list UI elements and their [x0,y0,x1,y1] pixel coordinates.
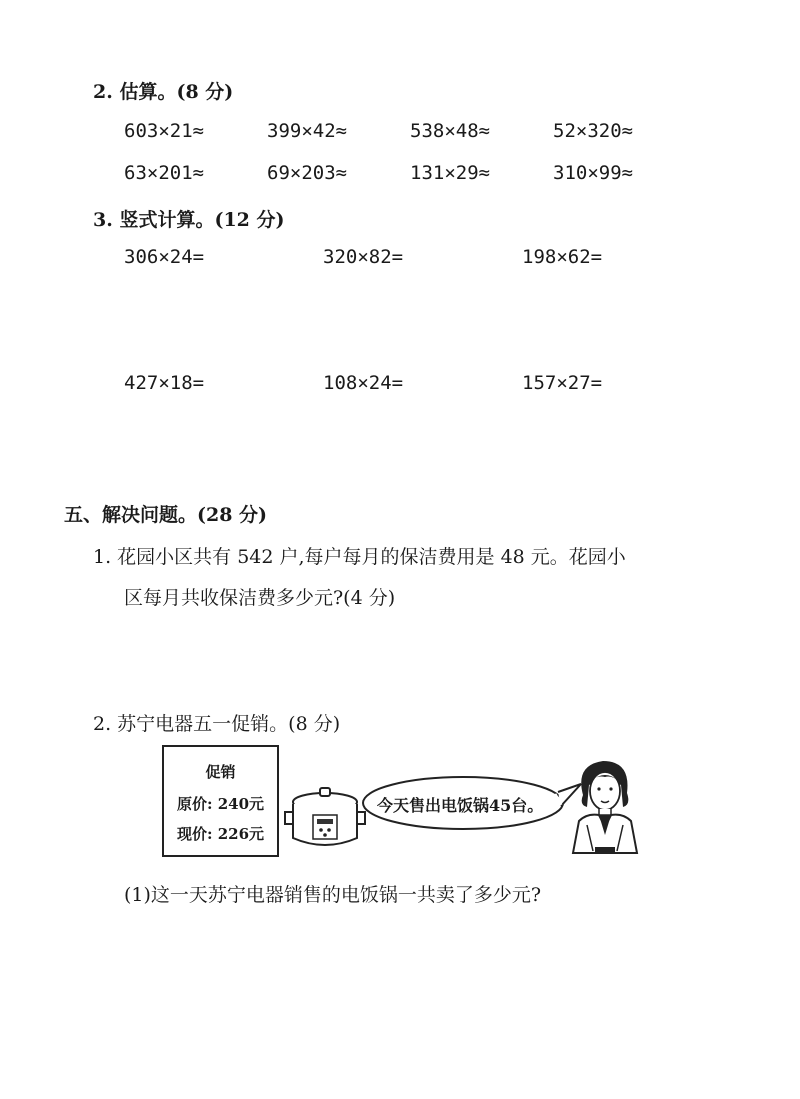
estimate-item: 310×99≈ [553,162,634,184]
estimate-item: 52×320≈ [553,120,634,142]
q2-sub1-text: (1)这一天苏宁电器销售的电饭锅一共卖了多少元? [124,884,542,906]
estimate-heading: 2. 估算。(8 分) [93,81,234,103]
sign-current-price: 现价: 226元 [176,825,265,843]
vertical-item: 427×18= [124,372,205,394]
estimate-item: 399×42≈ [267,120,348,142]
estimate-item: 63×201≈ [124,162,205,184]
speech-bubble-text: 今天售出电饭锅45台。 [377,796,544,815]
estimate-item: 538×48≈ [410,120,491,142]
vertical-item: 157×27= [522,372,603,394]
vertical-item: 320×82= [323,246,404,268]
sign-original-price: 原价: 240元 [176,795,265,813]
estimate-item: 131×29≈ [410,162,491,184]
vertical-item: 198×62= [522,246,603,268]
vertical-item: 306×24= [124,246,205,268]
q1-text-line1: 1. 花园小区共有 542 户,每户每月的保洁费用是 48 元。花园小 [93,546,626,568]
q1-text-line2: 区每月共收保洁费多少元?(4 分) [124,587,396,609]
vertical-item: 108×24= [323,372,404,394]
vertical-heading: 3. 竖式计算。(12 分) [93,209,285,231]
promotion-sign [162,745,279,857]
estimate-item: 603×21≈ [124,120,205,142]
saleswoman-icon [565,755,645,855]
section-five-heading: 五、解决问题。(28 分) [64,504,268,526]
estimate-item: 69×203≈ [267,162,348,184]
sign-title: 促销 [205,763,236,781]
q2-heading: 2. 苏宁电器五一促销。(8 分) [93,713,341,735]
